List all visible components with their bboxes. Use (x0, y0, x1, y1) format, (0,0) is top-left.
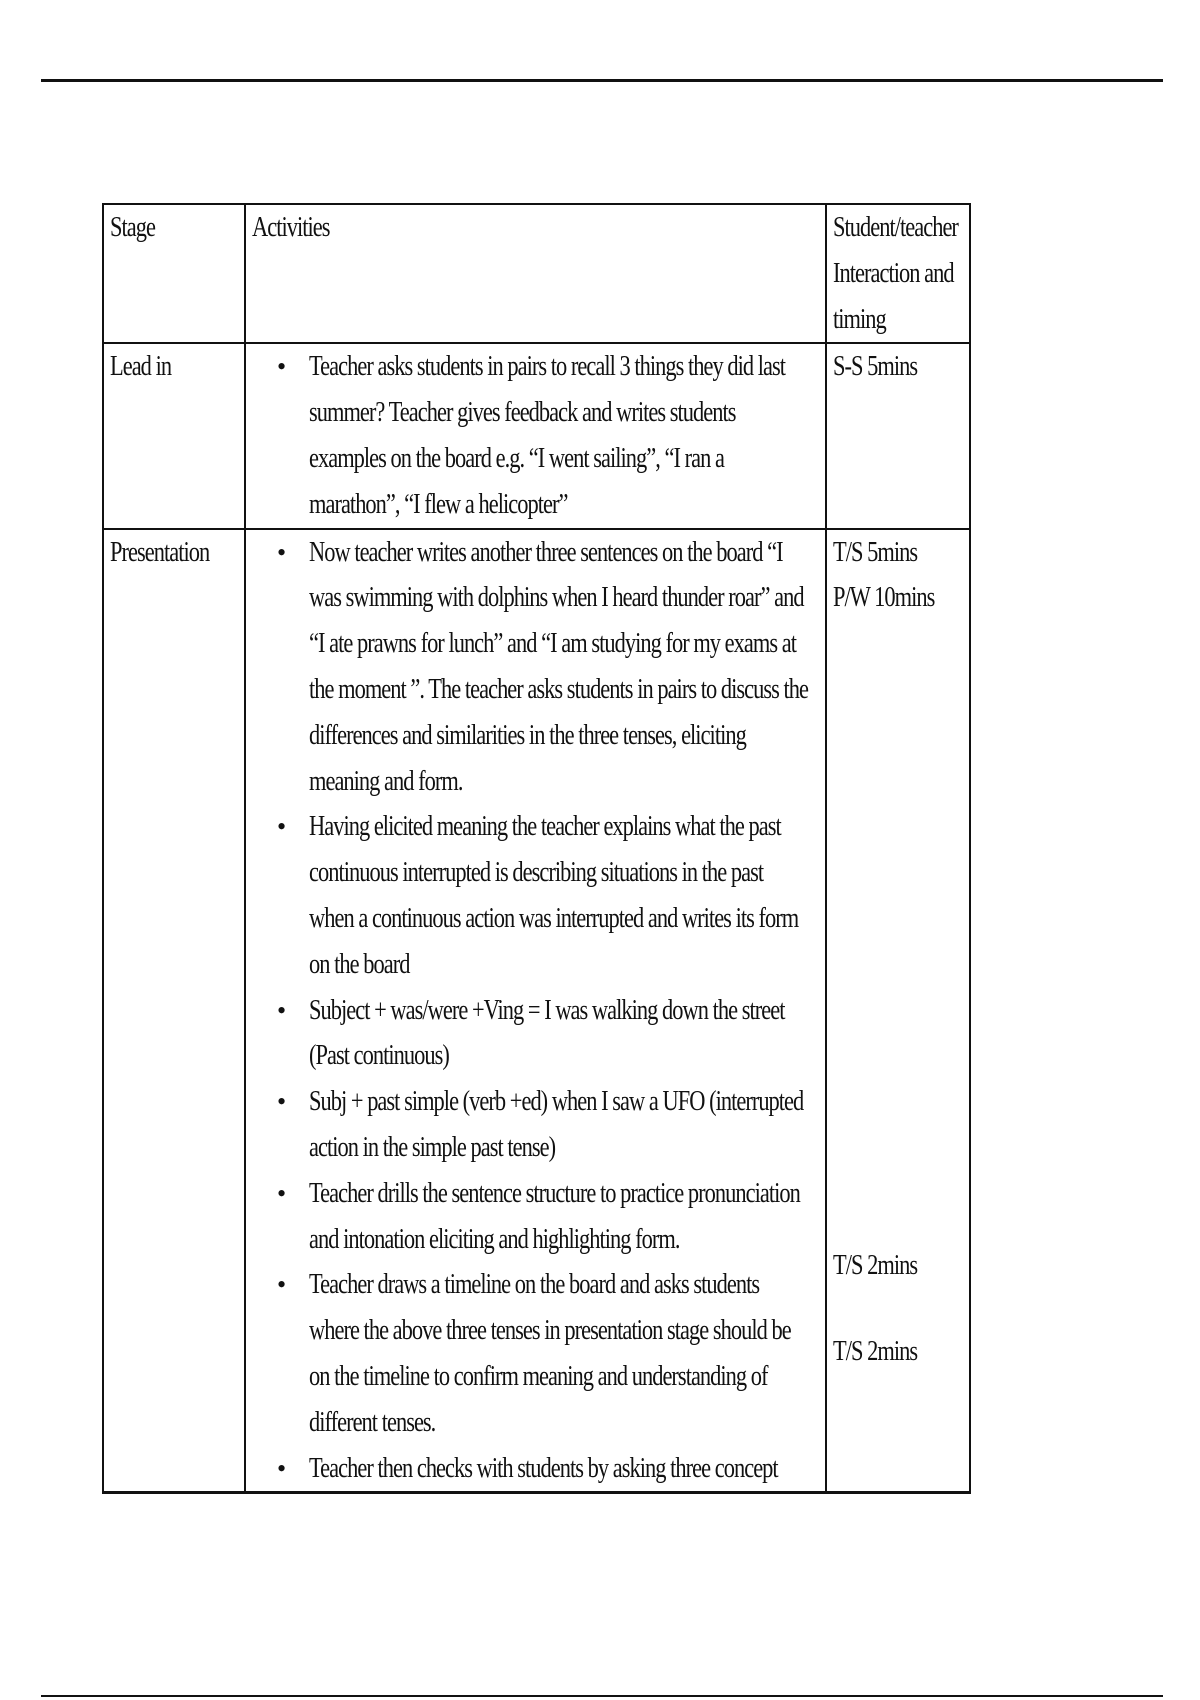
header-stage: Stage (103, 204, 245, 343)
activity-item: • Teacher then checks with students by asking three concept (309, 1446, 819, 1492)
activity-item: • Subject + was/were +Ving = I was walking down the street (Past continuous) (309, 988, 819, 1080)
timing-label: T/S 2mins (833, 1250, 918, 1282)
activity-list (252, 530, 819, 1492)
timing-label: S-S 5mins (833, 351, 918, 383)
activity-item: • Teacher drills the sentence structure to practice pronunciation and intonation eliciting and highlighting form. (309, 1171, 819, 1263)
timing-label: T/S 2mins (833, 1335, 918, 1367)
interaction-cell (826, 343, 970, 528)
activity-item: • Having elicited meaning the teacher explains what the past continuous interrupted is describing situations in the past when a continuous action was interrupted and writes its form on the board (309, 804, 819, 987)
header-interaction-line: Interaction and (833, 257, 954, 289)
timing-label: T/S 5mins (833, 536, 918, 568)
header-activities: Activities (245, 204, 826, 343)
header-rule (41, 79, 1163, 82)
stage-cell: Lead in (103, 343, 245, 528)
table-header-row (103, 204, 970, 343)
activity-item: • Teacher draws a timeline on the board and asks students where the above three tenses in presentation stage should be on the timeline to confirm meaning and understanding of different tenses. (309, 1262, 819, 1445)
activity-item: • Now teacher writes another three sentences on the board “I was swimming with dolphins when I heard thunder roar” and “I ate prawns for lunch” and “I am studying for my exams at the moment ”. The teacher asks students in pairs to discuss the differences and similarities in the three tenses, eliciting meaning and form. (309, 530, 819, 805)
header-interaction (826, 204, 970, 343)
timing-label: P/W 10mins (833, 582, 935, 614)
table-row-presentation (103, 529, 970, 1493)
lesson-plan-table (102, 203, 971, 1494)
header-interaction-line: timing (833, 303, 886, 335)
footer-rule (41, 1695, 1163, 1697)
interaction-cell (826, 529, 970, 1493)
stage-cell: Presentation (103, 529, 245, 1493)
activity-item: • Subj + past simple (verb +ed) when I saw a UFO (interrupted action in the simple past tense) (309, 1079, 819, 1171)
header-interaction-line: Student/teacher (833, 212, 958, 243)
activity-list (252, 344, 819, 527)
activities-cell (245, 529, 826, 1493)
activities-cell (245, 343, 826, 528)
table-row-lead-in (103, 343, 970, 528)
activity-item: • Teacher asks students in pairs to recall 3 things they did last summer? Teacher gives feedback and writes students examples on the board e.g. “I went sailing”, “I ran a marathon”, “I flew a helicopter” (309, 344, 819, 527)
